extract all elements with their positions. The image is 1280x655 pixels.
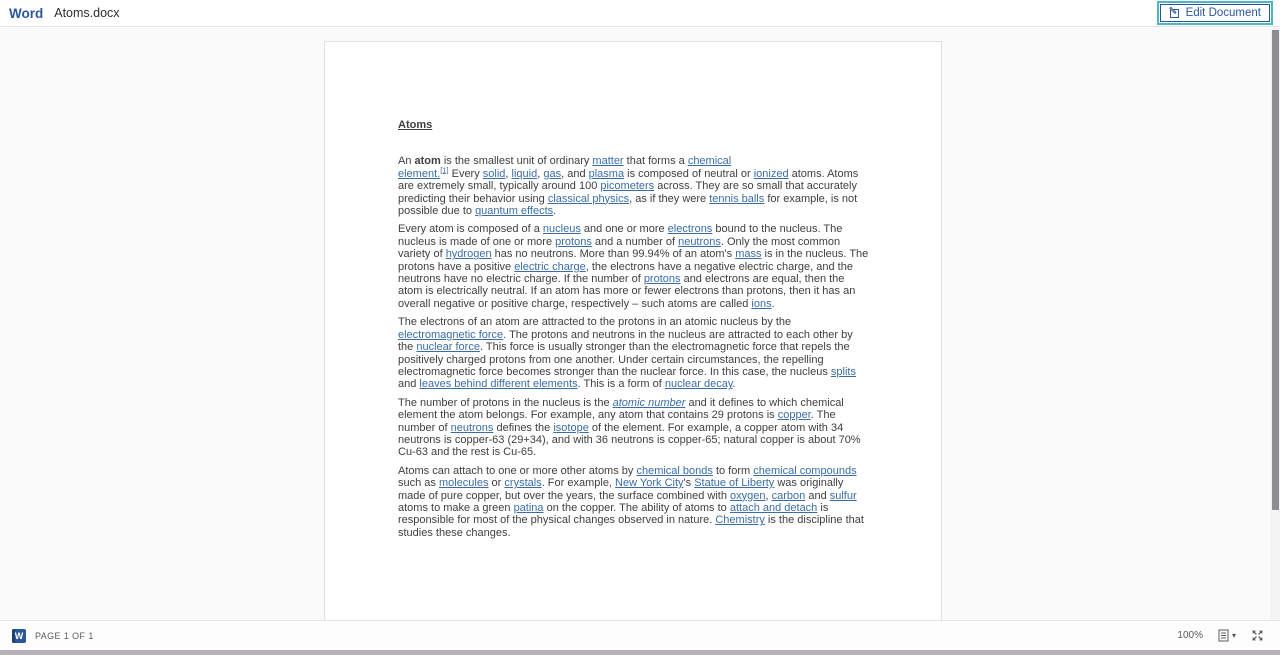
text-run: bound to the nucleus. The nucleus is made of one or more [398, 223, 843, 248]
hyperlink[interactable]: nuclear decay [664, 378, 733, 391]
scrollbar-thumb[interactable] [1272, 30, 1279, 510]
text-run: , and [561, 167, 589, 180]
word-logo[interactable]: Word [9, 5, 44, 21]
edit-document-icon [1169, 7, 1181, 19]
document-paragraph [398, 316, 869, 390]
text-run: . This force is usually stronger than the electromagnetic force that repels the positively charged protons from one another. Under certain circumstances, the repelling electromagnetic force becomes stronger than the nuclear force. In this case, the nucleus [398, 341, 850, 378]
text-run: Every atom is composed of a [398, 223, 543, 236]
citation-link[interactable]: [1] [440, 165, 449, 175]
text-run: and a number of [591, 235, 679, 248]
document-paragraph [398, 155, 869, 217]
text-run: , [505, 167, 512, 180]
text-run: The number of protons in the nucleus is the [398, 396, 613, 409]
text-run: to form [712, 464, 754, 477]
hyperlink[interactable]: molecules [438, 477, 489, 490]
vertical-scrollbar[interactable] [1270, 28, 1280, 620]
text-run: and one or more [580, 223, 668, 236]
hyperlink[interactable]: oxygen [730, 489, 766, 502]
hyperlink[interactable]: splits [830, 365, 856, 378]
hyperlink[interactable]: attach and detach [729, 501, 818, 514]
hyperlink[interactable]: neutrons [678, 235, 721, 248]
document-page [324, 41, 942, 620]
text-run: atoms to make a green [398, 501, 514, 514]
page-indicator: PAGE 1 OF 1 [35, 630, 94, 641]
text-run: . For example, [541, 477, 616, 490]
hyperlink[interactable]: electromagnetic force [398, 328, 504, 341]
hyperlink[interactable]: solid [482, 167, 506, 180]
text-run: for example, is not possible due to [398, 192, 858, 218]
status-bar [0, 620, 1280, 650]
hyperlink[interactable]: nuclear force [416, 341, 480, 354]
hyperlink[interactable]: classical physics [547, 192, 630, 205]
document-paragraph [398, 465, 869, 539]
text-run: and [805, 489, 830, 502]
hyperlink[interactable]: neutrons [450, 421, 494, 434]
hyperlink[interactable]: liquid [511, 167, 538, 180]
hyperlink[interactable]: quantum effects [475, 205, 554, 218]
text-run: . [553, 205, 557, 218]
document-title: Atoms.docx [54, 6, 120, 20]
text-run: is the smallest unit of ordinary [440, 155, 593, 168]
text-run: Every [448, 167, 483, 180]
status-bar-right [1177, 629, 1264, 642]
word-app-icon: W [12, 629, 26, 643]
text-run: that forms a [623, 155, 688, 168]
document-paragraph [398, 223, 869, 310]
text-run: . [732, 378, 736, 391]
chevron-down-icon: ▾ [1231, 631, 1236, 640]
hyperlink[interactable]: ionized [753, 167, 789, 180]
text-run: was originally made of pure copper, but over the years, the surface combined with [398, 477, 844, 502]
text-run: or [488, 477, 505, 490]
edit-document-label: Edit Document [1185, 7, 1261, 19]
document-canvas [0, 28, 1280, 620]
document-paragraph [398, 397, 869, 459]
hyperlink[interactable]: protons [643, 273, 681, 286]
hyperlink[interactable]: isotope [553, 421, 589, 434]
zoom-level[interactable]: 100% [1177, 630, 1203, 641]
hyperlink[interactable]: plasma [588, 167, 625, 180]
hyperlink[interactable]: nucleus [542, 223, 581, 236]
hyperlink[interactable]: matter [592, 155, 624, 168]
text-run: such as [398, 477, 439, 490]
text-run: is responsible for most of the physical changes observed in nature. [398, 501, 829, 527]
text-run: is composed of neutral or [624, 167, 754, 180]
fullscreen-icon [1251, 629, 1264, 642]
text-run: is the discipline that studies these changes. [398, 514, 864, 539]
hyperlink[interactable]: atomic number [612, 396, 686, 409]
hyperlink[interactable]: sulfur [829, 489, 857, 502]
page-view-icon [1218, 629, 1229, 642]
text-run: . This is a form of [577, 378, 665, 391]
text-run: is in the nucleus. The protons have a positive [398, 248, 869, 273]
bold-text: atom [414, 155, 441, 168]
text-run: 's [683, 477, 695, 490]
hyperlink[interactable]: electric charge [514, 260, 586, 273]
fullscreen-button[interactable] [1251, 629, 1264, 642]
hyperlink[interactable]: Chemistry [715, 514, 765, 527]
text-run: The electrons of an atom are attracted to the protons in an atomic nucleus by the [398, 316, 792, 329]
hyperlink[interactable]: element. [398, 167, 441, 180]
hyperlink[interactable]: mass [735, 248, 762, 261]
text-run: , [537, 167, 544, 180]
hyperlink[interactable]: chemical [687, 155, 732, 168]
hyperlink[interactable]: Statue of Liberty [694, 477, 775, 490]
hyperlink[interactable]: carbon [771, 489, 806, 502]
text-run: Atoms can attach to one or more other atoms by [398, 464, 637, 477]
hyperlink[interactable]: New York City [615, 477, 684, 490]
edit-document-highlight [1157, 1, 1273, 25]
hyperlink[interactable]: chemical bonds [636, 464, 713, 477]
hyperlink[interactable]: tennis balls [709, 192, 765, 205]
text-run: . The protons and neutrons in the nucleus are attracted to each other by the [398, 328, 853, 354]
text-run: of the element. For example, a copper atom with 34 neutrons is copper-63 (29+34), and with 36 neutrons is copper-65; natural copper is about 70% Cu-63 and the rest is Cu-65. [398, 421, 861, 459]
text-run: has no neutrons. More than 99.94% of an atom's [491, 248, 736, 261]
hyperlink[interactable]: chemical compounds [753, 464, 857, 477]
hyperlink[interactable]: patina [513, 501, 544, 514]
text-run: , the electrons have a negative electric charge, and the neutrons have no electric charge. If the number of [398, 260, 853, 286]
text-run: An [398, 155, 415, 168]
status-bar-left [12, 629, 94, 643]
hyperlink[interactable]: crystals [504, 477, 542, 490]
text-run: , [765, 489, 772, 502]
hyperlink[interactable]: ions [751, 297, 772, 310]
window-bottom-edge [0, 650, 1280, 655]
hyperlink[interactable]: copper [777, 409, 811, 422]
page-view-dropdown[interactable] [1218, 629, 1236, 642]
edit-document-button[interactable] [1160, 4, 1270, 22]
text-run: and it defines to which chemical element the atom belongs. For example, any atom that contains 29 protons is [398, 396, 844, 422]
document-body [398, 155, 869, 539]
text-run: on the copper. The ability of atoms to [543, 501, 730, 514]
text-run: , as if they were [629, 192, 710, 205]
hyperlink[interactable]: protons [555, 235, 592, 248]
text-run: and [398, 378, 420, 391]
text-run: . Only the most common variety of [398, 235, 841, 261]
text-run: across. They are so small that accurately predicting their behavior using [398, 180, 857, 205]
hyperlink[interactable]: gas [543, 167, 562, 180]
app-header [0, 0, 1280, 27]
document-heading: Atoms [398, 119, 433, 131]
text-run: . The number of [398, 409, 836, 434]
text-run: and electrons are equal, then the atom is electrically neutral. If an atom has more or fewer electrons than protons, then it has an overall negative or positive charge, respectively – such atoms are called [398, 273, 856, 310]
hyperlink[interactable]: leaves behind different elements [419, 378, 578, 391]
hyperlink[interactable]: electrons [667, 223, 713, 236]
hyperlink[interactable]: picometers [600, 180, 655, 193]
hyperlink[interactable]: hydrogen [445, 248, 492, 261]
text-run: . [771, 297, 775, 310]
text-run: atoms. Atoms are extremely small, typically around 100 [398, 167, 859, 193]
text-run: defines the [493, 421, 554, 434]
